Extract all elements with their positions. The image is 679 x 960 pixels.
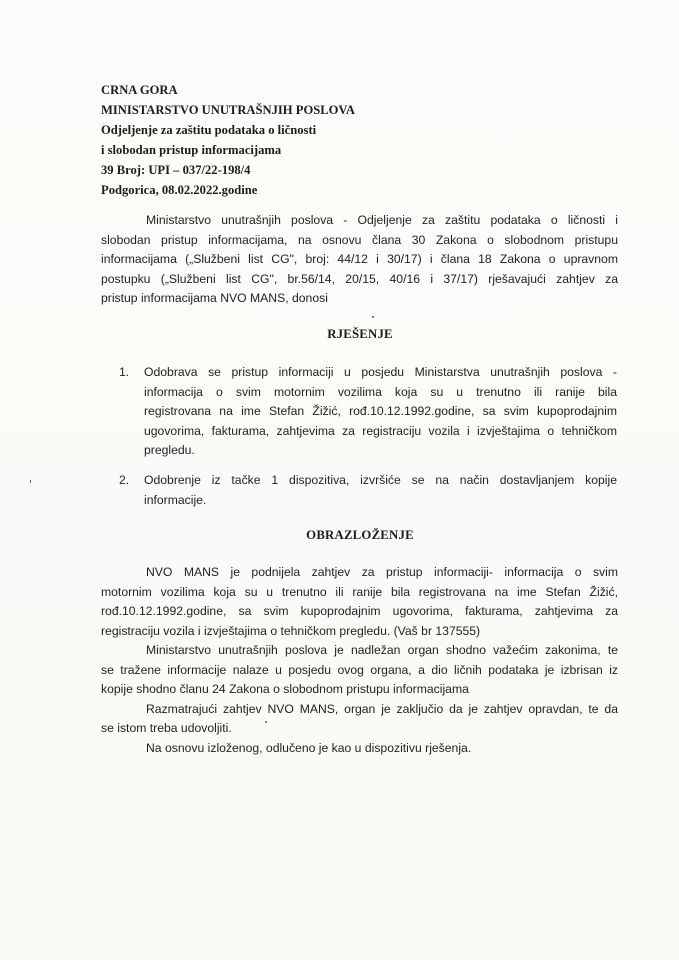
header-ministry: MINISTARSTVO UNUTRAŠNJIH POSLOVA <box>101 103 356 117</box>
list-line: pregledu. <box>144 443 195 457</box>
scan-speck <box>372 316 374 318</box>
list-line: Odobrava se pristup informaciji u posjedu Ministarstva unutrašnjih poslova - <box>144 365 617 379</box>
list-line: informacije. <box>144 492 207 507</box>
reasoning-line: Razmatrajući zahtjev NVO MANS, organ je zaključio da je zahtjev opravdan, te da <box>146 701 618 716</box>
decision-item-1 <box>119 363 617 461</box>
header-place-date: Podgorica, 08.02.2022.godine <box>101 183 258 197</box>
header-department: Odjeljenje za zaštitu podataka o ličnosti <box>101 123 317 137</box>
reasoning-line: se istom treba udovoljiti. <box>101 721 232 735</box>
scan-speck <box>265 721 267 723</box>
intro-line: informacijama („Službeni list CG", broj: 44/12 i 30/17) i člana 18 Zakona o upravnom <box>101 252 618 266</box>
intro-paragraph <box>101 211 618 309</box>
reasoning-body <box>101 563 618 758</box>
list-line: Odobrenje iz tačke 1 dispozitiva, izvršiće se na način dostavljanjem kopije <box>144 473 617 487</box>
intro-line: pristup informacijama NVO MANS, donosi <box>101 291 328 305</box>
reasoning-line: NVO MANS je podnijela zahtjev za pristup informaciji- informacija o svim <box>146 565 618 579</box>
intro-line: slobodan pristup informacijama, na osnovu člana 30 Zakona o slobodnom pristupu <box>101 232 618 247</box>
reasoning-line: registraciju vozila i izvještajima o tehničkom pregledu. (Vaš br 137555) <box>101 623 481 638</box>
list-line: ugovorima, fakturama, zahtjevima za registraciju vozila i izvještajima o tehničkom <box>144 423 617 438</box>
reasoning-line: Ministarstvo unutrašnjih poslova je nadležan organ shodno važećim zakonima, te <box>146 643 618 657</box>
list-number: 2. <box>119 473 130 487</box>
header-department-cont: i slobodan pristup informacijama <box>101 143 282 157</box>
reasoning-heading: OBRAZLOŽENJE <box>306 528 414 542</box>
reasoning-line: rođ.10.12.1992.godine, sa svim kupoprodajnim ugovorima, fakturama, zahtjevima za <box>101 604 618 618</box>
list-line: informacija o svim motornim vozilima koja su u trenutno ili ranije bila <box>144 384 617 399</box>
list-number: 1. <box>119 365 130 379</box>
reasoning-line: kopije shodno članu 24 Zakona o slobodnom pristupu informacijama <box>101 682 469 696</box>
reasoning-line: Na osnovu izloženog, odlučeno je kao u dispozitivu rješenja. <box>146 740 472 755</box>
decision-heading: RJEŠENJE <box>327 327 393 341</box>
decision-item-2 <box>119 471 617 510</box>
document-header <box>101 80 501 200</box>
header-country: CRNA GORA <box>101 83 178 97</box>
reasoning-line: motornim vozilima koja su u trenutno ili ranije bila registrovana na ime Stefan Žižić, <box>101 584 618 599</box>
scan-speck <box>30 480 31 483</box>
reasoning-line: se tražene informacije nalaze u posjedu ovog organa, a dio ličnih podataka je izbrisan iz <box>101 662 618 677</box>
intro-line: postupku („Službeni list CG", br.56/14, 20/15, 40/16 i 37/17) rješavajući zahtjev za <box>101 271 618 286</box>
intro-line: Ministarstvo unutrašnjih poslova - Odjeljenje za zaštitu podataka o ličnosti i <box>146 213 618 227</box>
header-reference-number: 39 Broj: UPI – 037/22-198/4 <box>101 163 251 177</box>
list-line: registrovana na ime Stefan Žižić, rođ.10.12.1992.godine, sa svim kupoprodajnim <box>144 404 617 418</box>
